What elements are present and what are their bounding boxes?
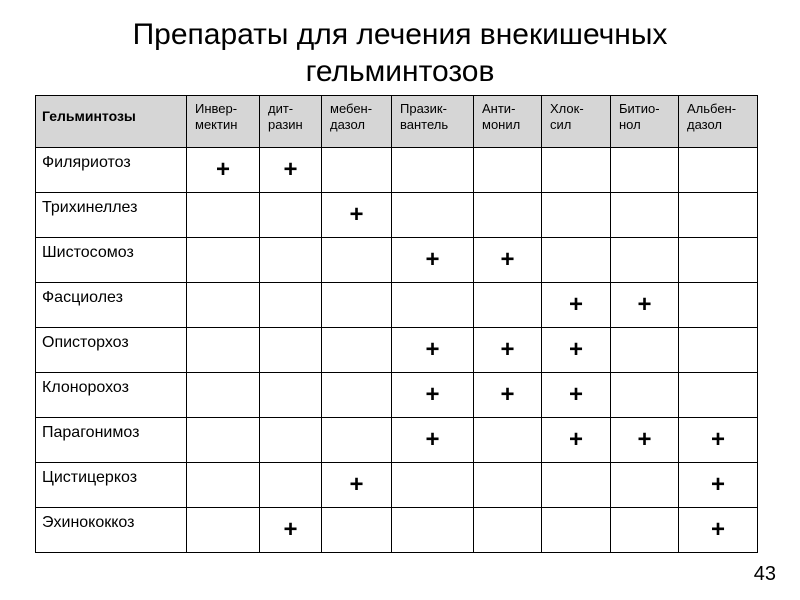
column-header-line-1: дит- [268,101,294,116]
table-cell [322,238,392,283]
column-header [322,96,392,148]
table-cell [260,328,322,373]
table-cell: + [474,373,542,418]
table-cell [392,508,474,553]
table-cell [260,283,322,328]
slide-title-line-2: гельминтозов [305,55,495,88]
table-cell [187,418,260,463]
table-cell [542,193,611,238]
table-cell: + [542,373,611,418]
table-cell [611,508,679,553]
column-header-line-2: разин [268,117,303,132]
column-header [611,96,679,148]
table-cell [679,148,758,193]
table-cell [187,328,260,373]
column-header-line-2: дазол [687,117,723,132]
column-header-line-1: Инвер- [195,101,238,116]
column-header-line-2: монил [482,117,521,132]
drug-helminth-table [35,95,758,553]
row-label: Цистицеркоз [36,463,187,508]
row-label: Фасциолез [36,283,187,328]
table-cell [322,418,392,463]
column-header-line-2: сил [550,117,572,132]
table-cell [322,148,392,193]
column-header-line-2: дазол [330,117,366,132]
row-label: Трихинеллез [36,193,187,238]
column-header [679,96,758,148]
row-label: Филяриотоз [36,148,187,193]
table-cell: + [392,328,474,373]
column-header-helminthoses: Гельминтозы [36,96,187,148]
table-cell [474,418,542,463]
row-label: Клонорохоз [36,373,187,418]
table-cell [392,193,474,238]
column-header-line-1: Празик- [400,101,447,116]
table-cell [679,373,758,418]
column-header-line-2: мектин [195,117,238,132]
column-header [474,96,542,148]
table-cell: + [542,418,611,463]
table-cell [260,373,322,418]
table-cell [611,193,679,238]
column-header-line-1: Анти- [482,101,516,116]
table-cell: + [260,508,322,553]
table-cell [679,328,758,373]
row-label: Парагонимоз [36,418,187,463]
table-cell: + [679,508,758,553]
column-header-line-1: Хлок- [550,101,584,116]
slide-title-line-1: Препараты для лечения внекишечных [132,18,668,51]
table-cell [260,463,322,508]
table-cell [542,238,611,283]
table-cell [187,463,260,508]
table-cell [611,463,679,508]
column-header-line-2: вантель [400,117,449,132]
table-cell [260,193,322,238]
table-cell [322,283,392,328]
column-header [260,96,322,148]
table-cell: + [322,193,392,238]
table-cell [611,373,679,418]
table-row [36,148,758,193]
slide-title [0,16,800,90]
table-row [36,508,758,553]
table-cell: + [542,283,611,328]
table-cell [322,373,392,418]
table-cell [187,373,260,418]
table-cell [322,508,392,553]
table-cell [187,283,260,328]
table-cell [187,193,260,238]
column-header-line-1: мебен- [330,101,373,116]
table-cell: + [392,418,474,463]
table-cell [392,463,474,508]
table-cell: + [611,283,679,328]
column-header [187,96,260,148]
table-cell: + [260,148,322,193]
table-row [36,418,758,463]
table-cell [542,508,611,553]
table-cell [322,328,392,373]
table-cell: + [392,238,474,283]
table-cell: + [187,148,260,193]
table-cell [611,328,679,373]
column-header [542,96,611,148]
table-cell [260,238,322,283]
table-cell [474,148,542,193]
table-cell: + [322,463,392,508]
page-number: 43 [753,563,776,585]
table-cell [679,283,758,328]
table-cell [187,508,260,553]
table-row [36,373,758,418]
table-cell [611,238,679,283]
row-label: Эхинококкоз [36,508,187,553]
table-cell [474,463,542,508]
table-cell: + [474,238,542,283]
table-header-row [36,96,758,148]
table-cell [474,508,542,553]
table-cell: + [392,373,474,418]
table-cell [474,283,542,328]
table-cell [187,238,260,283]
table-cell [260,418,322,463]
table-row [36,463,758,508]
table-cell [611,148,679,193]
table-row [36,193,758,238]
table-row [36,238,758,283]
column-header-line-1: Альбен- [687,101,737,116]
table-cell [542,148,611,193]
row-label: Описторхоз [36,328,187,373]
column-header-line-2: нол [619,117,641,132]
table-row [36,328,758,373]
table-cell: + [679,418,758,463]
table-row [36,283,758,328]
table-cell [474,193,542,238]
table-cell: + [611,418,679,463]
table-cell [392,148,474,193]
row-label: Шистосомоз [36,238,187,283]
table-cell: + [474,328,542,373]
table-cell [679,193,758,238]
column-header-line-1: Битио- [619,101,660,116]
table-cell [392,283,474,328]
table-cell: + [542,328,611,373]
column-header [392,96,474,148]
table-cell [679,238,758,283]
table-cell: + [679,463,758,508]
table-cell [542,463,611,508]
